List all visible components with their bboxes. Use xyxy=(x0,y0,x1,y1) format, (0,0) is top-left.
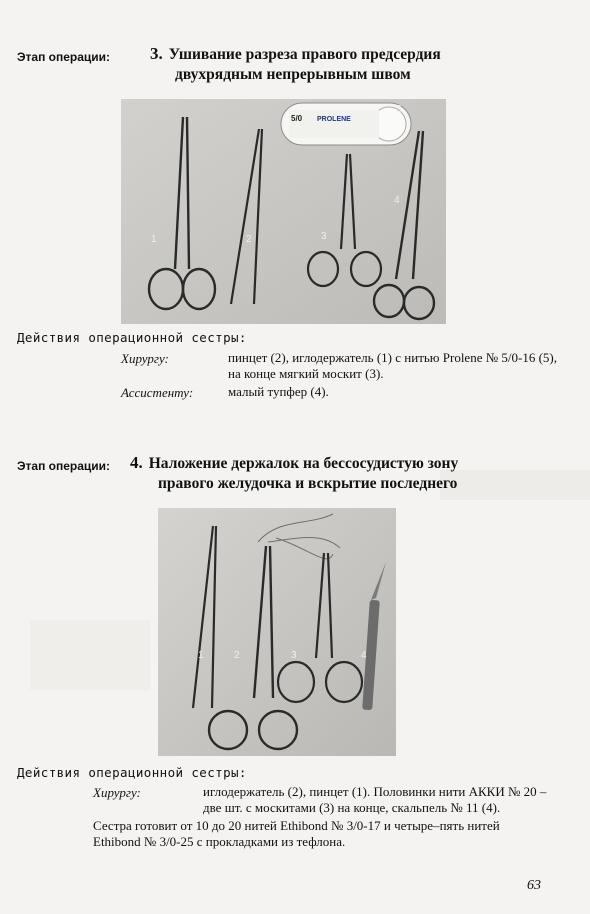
stage-title-line1: Наложение держалок на бессосудистую зону xyxy=(148,455,459,472)
action-line: на конце мягкий москит (3). xyxy=(228,366,384,381)
item-number: 1 xyxy=(151,234,157,245)
action-line: пинцет (2), иглодержатель (1) с нитью Prolene № 5/0-16 (5), xyxy=(228,350,557,365)
suture-brand-label: PROLENE xyxy=(317,116,351,123)
instruments-photo xyxy=(121,99,446,324)
note-line: Ethibond № 3/0-25 с прокладками из тефлона. xyxy=(93,834,346,849)
action-description xyxy=(203,784,583,816)
bleed-through-box xyxy=(30,620,150,690)
action-line: две шт. с москитами (3) на конце, скальпель № 11 (4). xyxy=(203,800,501,815)
stage-title-line2: правого желудочка и вскрытие последнего xyxy=(158,475,458,492)
stage-title-line1: Ушивание разреза правого предсердия xyxy=(168,46,441,63)
item-number: 2 xyxy=(246,234,252,245)
stage-title-line2: двухрядным непрерывным швом xyxy=(175,66,411,83)
action-line: малый тупфер (4). xyxy=(228,384,329,399)
suture-pack xyxy=(281,103,411,145)
action-description xyxy=(228,384,329,400)
nurse-note xyxy=(93,818,563,850)
actions-heading: Действия операционной сестры: xyxy=(17,330,247,345)
item-number: 4 xyxy=(361,650,367,661)
stage-number: 3. xyxy=(150,44,163,63)
item-number: 4 xyxy=(394,195,400,206)
action-description xyxy=(228,350,578,382)
actions-heading: Действия операционной сестры: xyxy=(17,765,247,780)
note-line: Сестра готовит от 10 до 20 нитей Ethibond № 3/0-17 и четыре–пять нитей xyxy=(93,818,500,833)
item-number: 5 xyxy=(396,104,402,115)
item-number: 3 xyxy=(291,650,297,661)
stage-title xyxy=(150,44,570,85)
role-label: Хирургу: xyxy=(121,351,169,366)
page-number: 63 xyxy=(527,878,541,893)
stage-title xyxy=(130,453,570,494)
suture-size-label: 5/0 xyxy=(291,114,303,123)
role-label: Ассистенту: xyxy=(121,385,194,400)
item-number: 3 xyxy=(321,231,327,242)
stage-label: Этап операции: xyxy=(17,50,111,64)
stage-number: 4. xyxy=(130,453,143,472)
role-label: Хирургу: xyxy=(93,785,141,800)
stage-label: Этап операции: xyxy=(17,459,111,473)
item-number: 2 xyxy=(234,650,240,661)
instruments-photo xyxy=(158,508,396,756)
item-number: 1 xyxy=(198,650,204,661)
action-line: иглодержатель (2), пинцет (1). Половинки нити АККИ № 20 – xyxy=(203,784,547,799)
